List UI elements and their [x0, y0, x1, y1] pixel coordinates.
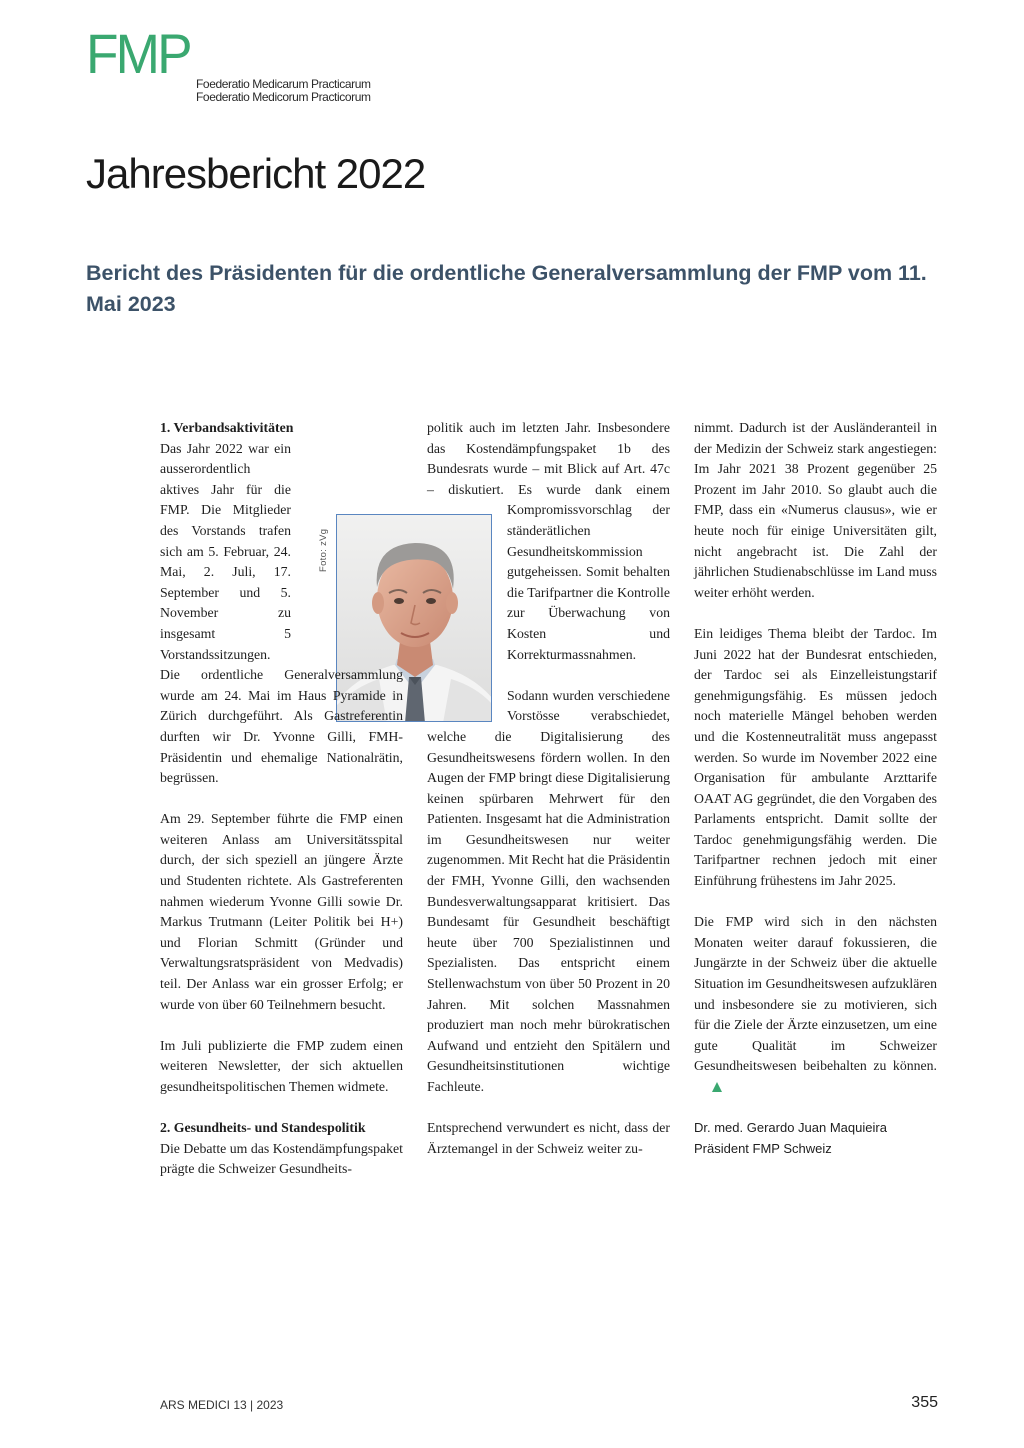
section-heading-verbandsaktivitaeten: 1. Verbandsaktivitäten: [160, 420, 294, 435]
logo-subtitle-line-1: Foederatio Medicarum Practicarum: [196, 77, 371, 91]
photo-wrap-spacer: [427, 500, 507, 726]
signature-name: Dr. med. Gerardo Juan Maquieira: [694, 1120, 887, 1136]
article-column-2: [427, 418, 670, 1159]
section-heading-gesundheitspolitik: 2. Gesundheits- und Standespolitik: [160, 1120, 366, 1136]
signature: [694, 1118, 937, 1159]
paragraph: Das Jahr 2022 war ein ausserordentlich aktives Jahr für die FMP. Die Mitglieder des Vorstands trafen sich am 5. Februar, 24. Mai, 2. Juli, 17. September und 5. November zu insgesamt 5 Vorstandssitzungen. Die ordentliche Generalversammlung wurde am 24. Mai im Haus Pyramide in Zürich durchgeführt. Als Gastreferentin durften wir Dr. Yvonne Gilli, FMH-Präsidentin und ehemalige Nationalrätin, begrüssen.: [160, 440, 403, 786]
paragraph: Am 29. September führte die FMP einen weiteren Anlass am Universitätsspital durch, der sich speziell an jüngere Ärzte und Studenten richtete. Als Gastreferenten nahmen wiederum Yvonne Gilli sowie Dr. Markus Trutmann (Leiter Politik bei H+) und Florian Schmitt (Gründer und Verwaltungsratspräsident von Medvadis) teil. Der Anlass war ein grosser Erfolg; er wurde von über 60 Teilnehmern besucht.: [160, 811, 403, 1012]
end-of-article-triangle-icon: [712, 1082, 722, 1092]
article-column-3: [694, 418, 937, 1159]
paragraph-closing: [694, 912, 937, 1097]
page-number: 355: [911, 1394, 938, 1411]
article-column-1: [160, 418, 403, 1180]
paragraph: Entsprechend verwundert es nicht, dass der Ärztemangel in der Schweiz weiter zu-: [427, 1120, 670, 1156]
report-title: Jahresbericht 2022: [86, 150, 426, 197]
logo-wordmark: FMP: [86, 22, 190, 85]
fmp-logo: [86, 22, 371, 104]
paragraph: Ein leidiges Thema bleibt der Tardoc. Im Juni 2022 hat der Bundesrat entschieden, der Tardoc sei als Einzelleistungstarif genehmigungsfähig. Es müssen jedoch noch materielle Mängel behoben werden und die Kostenneutralität muss angepasst werden. So wurde im November 2022 eine Organisation für ambulante Arzttarife OAAT AG gegründet, die den Vorgaben des Parlaments entspricht. Damit sollte der Tardoc genehmigungsfähig werden. Die Tarifpartner rechnen jedoch mit einer Einführung frühestens im Jahr 2025.: [694, 625, 937, 889]
paragraph: politik auch im letzten Jahr. Insbesondere das Kostendämpfungspaket 1b des Bundesrats wurde – mit Blick auf Art. 47c – diskutiert. Es wurde dank einem Kompromissvorschlag der ständerätlichen Gesundheitskommission gutgeheissen. Somit behalten die Tarifpartner die Kontrolle zur Überwachung von Kosten und Korrekturmassnahmen.: [427, 420, 670, 662]
paragraph: Die Debatte um das Kostendämpfungspaket prägte die Schweizer Gesundheits-: [160, 1140, 403, 1177]
closing-text: Die FMP wird sich in den nächsten Monaten weiter darauf fokussieren, die Jungärzte in der Schweiz über die aktuelle Situation im Gesundheitswesen aufzuklären und insbesondere sie zu motivieren, sich für die Ziele der Ärzte einzusetzen, um eine gute Qualität im Schweizer Gesundheitswesen beibehalten zu können.: [694, 914, 937, 1074]
photo-wrap-spacer: [291, 439, 403, 647]
footer-publication: ARS MEDICI 13 | 2023: [160, 1398, 284, 1412]
article-headline: Bericht des Präsidenten für die ordentliche Generalversammlung der FMP vom 11. Mai 2023: [86, 261, 927, 316]
logo-subtitle: [196, 78, 456, 104]
signature-title: Präsident FMP Schweiz: [694, 1140, 832, 1156]
paragraph: nimmt. Dadurch ist der Ausländeranteil in der Medizin der Schweiz stark angestiegen: Im Jahr 2021 38 Prozent gegenüber 25 Prozent im Jahr 2010. So glaubt auch die FMP, dass ein «Numerus clausus», wie er heute noch für einige Universitäten gilt, nicht angebracht ist. Die Zahl der jährlichen Studienabschlüsse im Land muss weiter erhöht werden.: [694, 420, 937, 600]
paragraph: Im Juli publizierte die FMP zudem einen weiteren Newsletter, der sich aktuellen gesundheitspolitischen Themen widmete.: [160, 1037, 403, 1094]
paragraph: Sodann wurden verschiedene Vorstösse verabschiedet, welche die Digitalisierung des Gesundheitswesens fördern wollen. In den Augen der FMP bringt diese Digitalisierung keinen spürbaren Mehrwert für den Patienten. Insgesamt hat die Administration im Gesundheitswesen nur weiter zugenommen. Mit Recht hat die Präsidentin der FMH, Yvonne Gilli, den wachsenden Bundesverwaltungsapparat kritisiert. Das Bundesamt für Gesundheit beschäftigt heute über 700 Spezialistinnen und Spezialisten. Das entspricht einem Stellenwachstum von über 50 Prozent in 20 Jahren. Mit solchen Massnahmen produziert man noch mehr bürokratischen Aufwand und entzieht den Spitälern und Gesundheitsinstitutionen wichtige Fachleute.: [427, 687, 670, 1094]
photo-credit: Foto: zVg: [318, 528, 329, 572]
logo-subtitle-line-2: Foederatio Medicorum Practicorum: [196, 90, 371, 104]
